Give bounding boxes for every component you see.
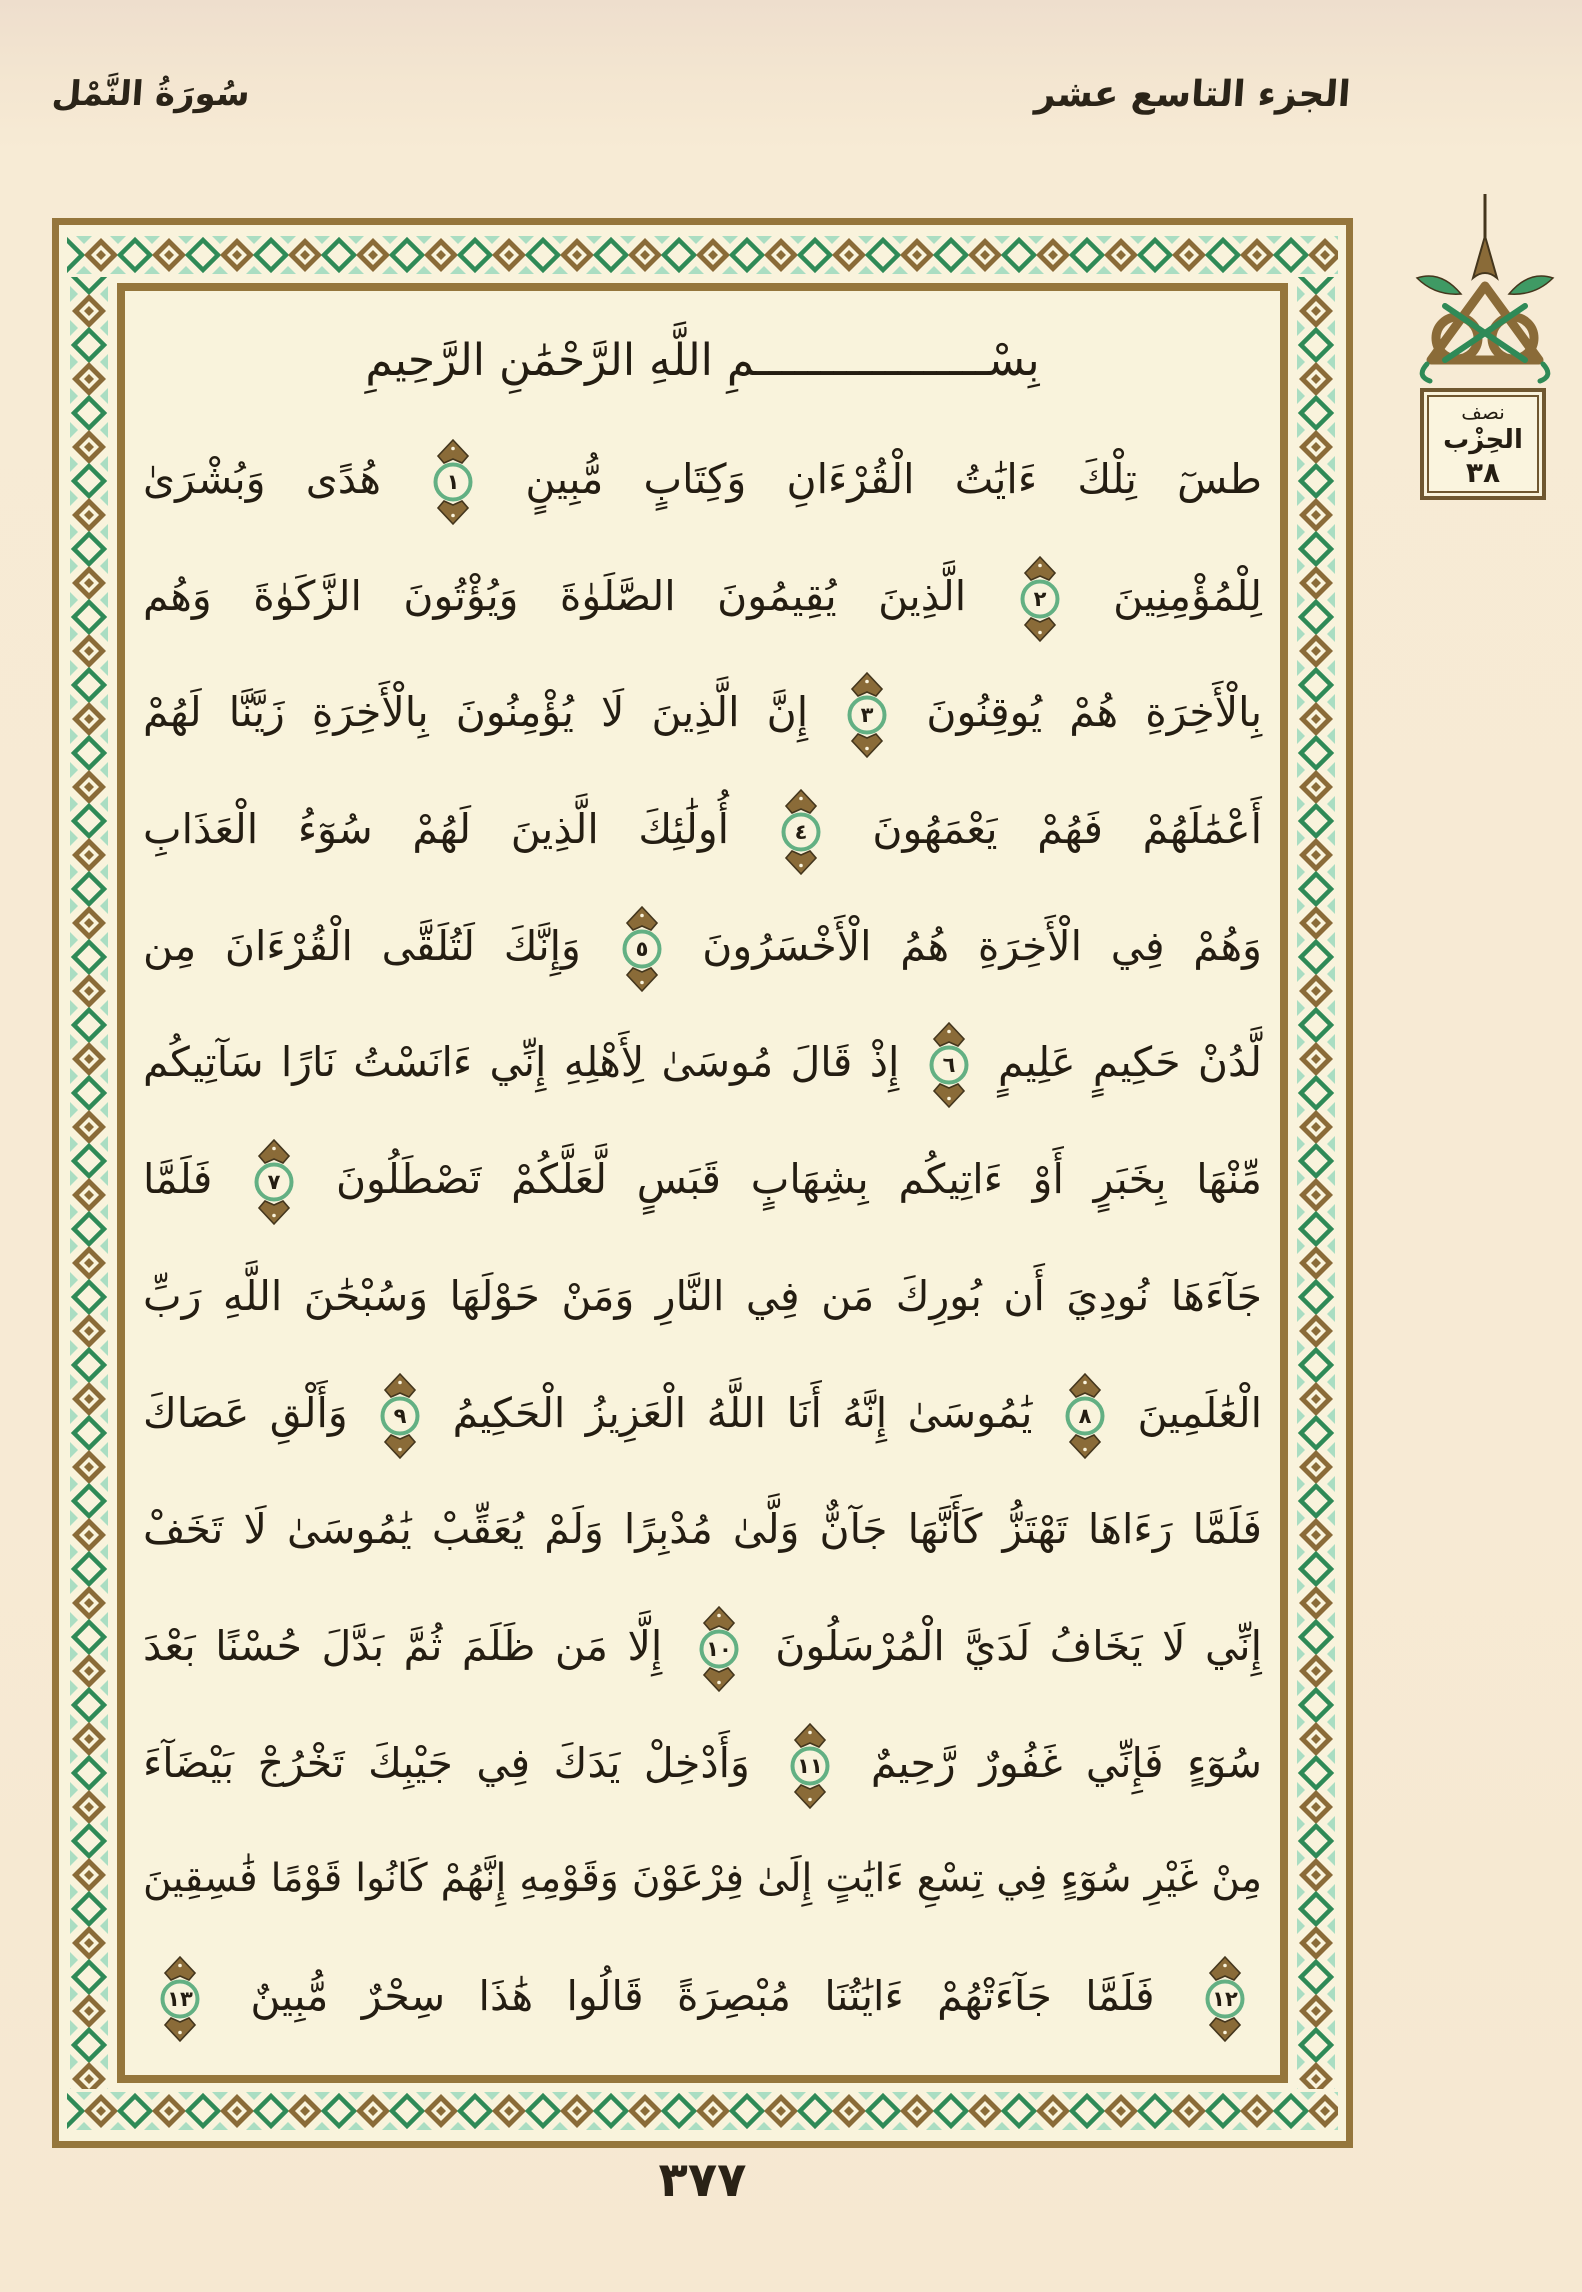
svg-text:٨: ٨ bbox=[1078, 1403, 1092, 1428]
svg-text:٢: ٢ bbox=[1033, 586, 1047, 611]
hizb-ornament bbox=[1402, 188, 1568, 510]
ayah-text: جَآءَهَا نُودِيَ أَن بُورِكَ مَن فِي النَّارِ وَمَنْ حَوْلَهَا وَسُبْحَٰنَ اللَّهِ رَبِّ bbox=[143, 1271, 1262, 1320]
ayah-line bbox=[143, 421, 1262, 538]
border-band-bottom bbox=[67, 2090, 1338, 2132]
verse-marker bbox=[779, 1722, 841, 1810]
juz-title: الجزء التاسع عشر bbox=[1033, 74, 1352, 115]
ayah-line bbox=[143, 654, 1262, 771]
ayah-line bbox=[143, 1471, 1262, 1588]
ayah-text: إِنَّ الَّذِينَ لَا يُؤْمِنُونَ بِالْأَخِرَةِ زَيَّنَّا لَهُمْ bbox=[143, 688, 809, 737]
ayah-text: إِذْ قَالَ مُوسَىٰ لِأَهْلِهِ إِنِّي ءَانَسْتُ نَارًا سَآتِيكُم bbox=[143, 1038, 900, 1087]
svg-text:١٣: ١٣ bbox=[167, 1986, 193, 2011]
surah-title: سُورَةُ النَّمْل bbox=[50, 74, 252, 114]
verse-marker bbox=[616, 905, 668, 993]
ayah-text: الَّذِينَ يُقِيمُونَ الصَّلَوٰةَ وَيُؤْتُونَ الزَّكَوٰةَ وَهُم bbox=[143, 571, 967, 620]
ayah-text: يَٰمُوسَىٰ إِنَّهُ أَنَا اللَّهُ الْعَزِيزُ الْحَكِيمُ bbox=[452, 1388, 1033, 1437]
verse-marker bbox=[1059, 1372, 1111, 1460]
ayah-text: إِلَّا مَن ظَلَمَ ثُمَّ بَدَّلَ حُسْنًا بَعْدَ bbox=[143, 1621, 663, 1670]
ayah-text: وَهُمْ فِي الْأَخِرَةِ هُمُ الْأَخْسَرُونَ bbox=[702, 921, 1262, 970]
svg-text:١٢: ١٢ bbox=[1212, 1986, 1238, 2011]
ayah-text: وَإِنَّكَ لَتُلَقَّى الْقُرْءَانَ مِن bbox=[143, 921, 581, 970]
ayah-line bbox=[143, 771, 1262, 888]
ayah-text: إِنِّي لَا يَخَافُ لَدَيَّ الْمُرْسَلُونَ bbox=[775, 1621, 1262, 1670]
ayah-line bbox=[143, 888, 1262, 1005]
svg-text:٦: ٦ bbox=[942, 1053, 956, 1078]
ayah-line bbox=[143, 1821, 1262, 1938]
ayah-line bbox=[143, 1588, 1262, 1705]
border-band-right bbox=[1295, 277, 1337, 2089]
svg-text:٩: ٩ bbox=[393, 1403, 407, 1428]
verse-marker bbox=[841, 671, 893, 759]
ayah-line bbox=[143, 1121, 1262, 1238]
ayah-text: أُولَٰئِكَ الَّذِينَ لَهُمْ سُوٓءُ الْعَذَابِ bbox=[143, 805, 730, 854]
ayah-line bbox=[143, 1004, 1262, 1121]
ayah-line bbox=[143, 538, 1262, 655]
verse-marker bbox=[775, 788, 827, 876]
ayah-text: لِلْمُؤْمِنِينَ bbox=[1113, 571, 1262, 620]
verse-marker bbox=[1194, 1955, 1256, 2043]
ayah-text: طسٓ تِلْكَ ءَايَٰتُ الْقُرْءَانِ وَكِتَابٍ مُّبِينٍ bbox=[525, 455, 1262, 503]
quran-lines bbox=[143, 421, 1262, 2055]
svg-text:١٠: ١٠ bbox=[705, 1636, 732, 1661]
ayah-text: فَلَمَّا رَءَاهَا تَهْتَزُّ كَأَنَّهَا جَآنٌّ وَلَّىٰ مُدْبِرًا وَلَمْ يُعَقِّبْ يَٰمُوسَىٰ لَا تَخَفْ bbox=[143, 1505, 1262, 1554]
verse-marker bbox=[248, 1138, 300, 1226]
ayah-text: فَلَمَّا bbox=[143, 1155, 213, 1204]
svg-text:١١: ١١ bbox=[797, 1753, 824, 1778]
ayah-text: فَلَمَّا جَآءَتْهُمْ ءَايَٰتُنَا مُبْصِرَةً قَالُوا هَٰذَا سِحْرٌ مُّبِينٌ bbox=[250, 1971, 1155, 2020]
border-band-top bbox=[67, 234, 1338, 276]
svg-text:٤: ٤ bbox=[794, 820, 808, 845]
ayah-text: أَعْمَٰلَهُمْ فَهُمْ يَعْمَهُونَ bbox=[872, 805, 1262, 854]
ayah-text: وَأَلْقِ عَصَاكَ bbox=[143, 1388, 348, 1437]
ayah-text: مِّنْهَا بِخَبَرٍ أَوْ ءَاتِيكُم بِشِهَابٍ قَبَسٍ لَّعَلَّكُمْ تَصْطَلُونَ bbox=[335, 1155, 1262, 1204]
ayah-text: بِالْأَخِرَةِ هُمْ يُوقِنُونَ bbox=[926, 688, 1262, 737]
svg-text:٥: ٥ bbox=[635, 936, 648, 961]
ayah-text: مِنْ غَيْرِ سُوٓءٍ فِي تِسْعِ ءَايَٰتٍ إِلَىٰ فِرْعَوْنَ وَقَوْمِهِ إِنَّهُمْ كَانُوا قَوْمًا فَٰسِقِينَ bbox=[143, 1856, 1262, 1902]
text-area bbox=[143, 309, 1262, 2057]
ayah-text: هُدًى وَبُشْرَىٰ bbox=[143, 455, 381, 503]
ayah-line bbox=[143, 1938, 1262, 2055]
verse-marker bbox=[923, 1021, 975, 1109]
hizb-knot-icon bbox=[1402, 188, 1568, 388]
verse-marker bbox=[149, 1955, 211, 2043]
page-number: ٣٧٧ bbox=[658, 2152, 747, 2208]
bismillah: بِسْــــــــــــــــــمِ اللَّهِ الرَّحْمَٰنِ الرَّحِيمِ bbox=[365, 335, 1040, 386]
svg-text:٧: ٧ bbox=[267, 1170, 281, 1195]
hizb-number: ٣٨ bbox=[1465, 456, 1501, 489]
verse-marker bbox=[1014, 555, 1066, 643]
ayah-line bbox=[143, 1705, 1262, 1822]
ayah-text: لَّدُنْ حَكِيمٍ عَلِيمٍ bbox=[997, 1038, 1262, 1087]
ayah-text: سُوٓءٍ فَإِنِّي غَفُورٌ رَّحِيمٌ bbox=[870, 1738, 1262, 1787]
verse-marker bbox=[374, 1372, 426, 1460]
ayah-line bbox=[143, 1355, 1262, 1472]
svg-text:٣: ٣ bbox=[860, 703, 874, 728]
hizb-label-line2: الحِزْب bbox=[1443, 425, 1523, 455]
decorative-frame bbox=[52, 218, 1353, 2148]
border-band-left bbox=[68, 277, 110, 2089]
hizb-label-box bbox=[1420, 388, 1546, 500]
verse-marker bbox=[427, 438, 479, 526]
ayah-text: الْعَٰلَمِينَ bbox=[1137, 1388, 1262, 1437]
svg-text:١: ١ bbox=[446, 470, 460, 494]
ayah-text: وَأَدْخِلْ يَدَكَ فِي جَيْبِكَ تَخْرُجْ بَيْضَآءَ bbox=[143, 1738, 750, 1787]
verse-marker bbox=[688, 1605, 750, 1693]
ayah-line bbox=[143, 1238, 1262, 1355]
hizb-label-line1: نصف bbox=[1461, 400, 1505, 424]
